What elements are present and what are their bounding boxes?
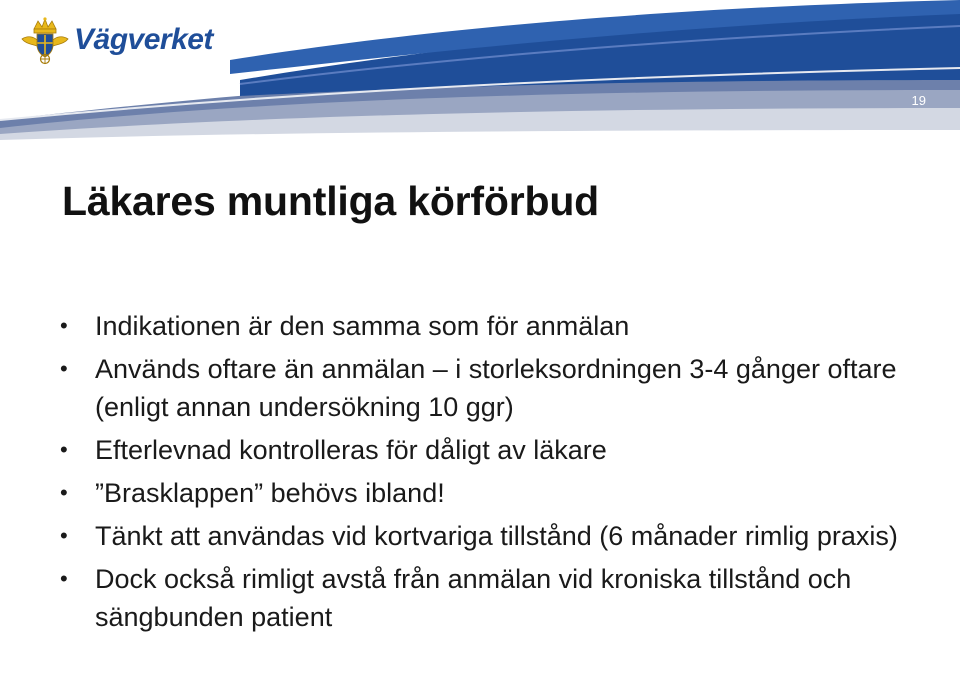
bullet-text: Tänkt att användas vid kortvariga tillstånd (6 månader rimlig praxis) <box>95 521 898 551</box>
bullet-list <box>56 307 926 641</box>
brand-logo <box>20 12 213 68</box>
bullet-item <box>56 517 926 555</box>
brand-name: Vägverket <box>74 23 213 56</box>
bullet-item <box>56 350 926 426</box>
bullet-item <box>56 307 926 345</box>
bullet-marker: • <box>60 566 68 591</box>
crown-emblem-icon <box>20 15 70 65</box>
bullet-text: Efterlevnad kontrolleras för dåligt av läkare <box>95 435 607 465</box>
bullet-item <box>56 560 926 636</box>
bullet-text: Indikationen är den samma som för anmälan <box>95 311 630 341</box>
bullet-text: ”Brasklappen” behövs ibland! <box>95 478 445 508</box>
slide-title: Läkares muntliga körförbud <box>62 178 600 224</box>
slide-number: 19 <box>911 93 926 108</box>
bullet-marker: • <box>60 313 68 338</box>
bullet-marker: • <box>60 523 68 548</box>
bullet-marker: • <box>60 437 68 462</box>
bullet-item <box>56 431 926 469</box>
bullet-text: Dock också rimligt avstå från anmälan vid kroniska tillstånd och sängbunden patient <box>95 564 852 632</box>
bullet-marker: • <box>60 480 68 505</box>
bullet-text: Används oftare än anmälan – i storleksordningen 3-4 gånger oftare (enligt annan undersökning 10 ggr) <box>95 354 897 422</box>
bullet-marker: • <box>60 356 68 381</box>
bullet-item <box>56 474 926 512</box>
